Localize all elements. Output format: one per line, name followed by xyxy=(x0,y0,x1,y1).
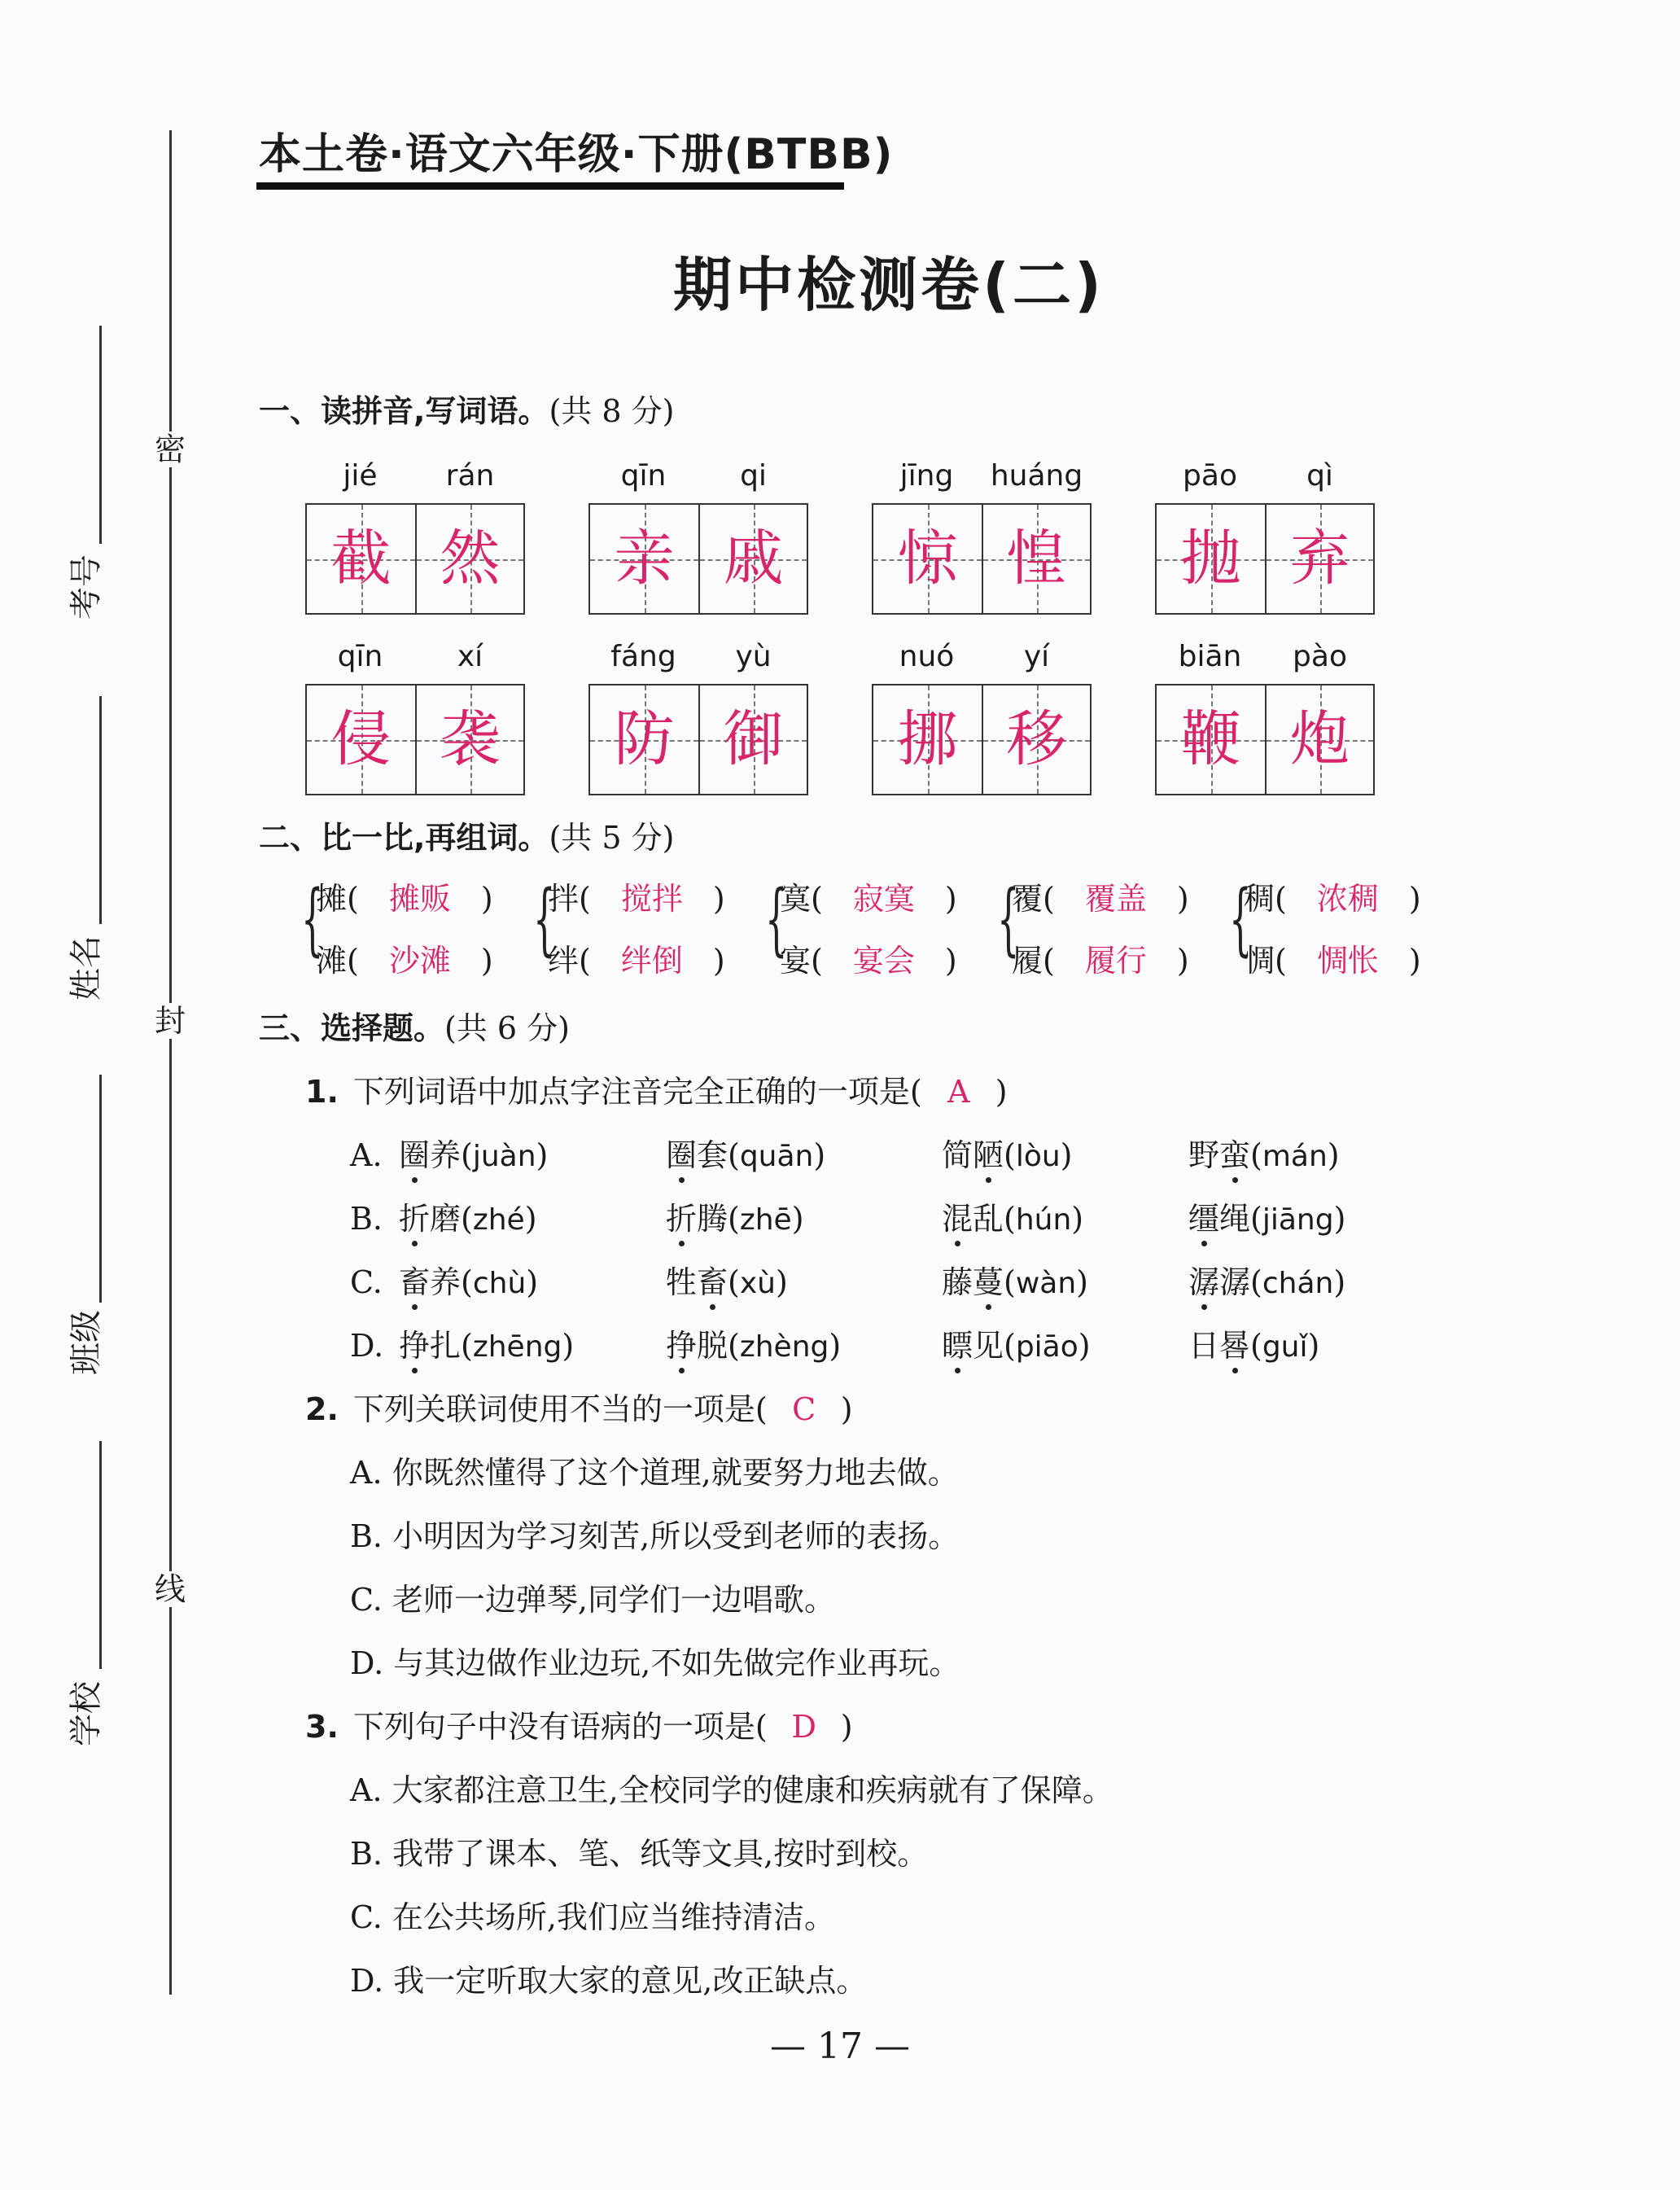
q1-option-item: 折腾(zhē) xyxy=(666,1201,804,1237)
answer-char: 惊 xyxy=(897,523,958,593)
pinyin: yù xyxy=(735,640,772,673)
word-box xyxy=(305,456,525,615)
answer-char: 挪 xyxy=(897,704,958,774)
answer-char: 御 xyxy=(723,704,784,774)
emphasis-dot xyxy=(955,1368,960,1373)
brand-underline xyxy=(256,182,844,190)
q2-option-b: B. 小明因为学习刻苦,所以受到老师的表扬。 xyxy=(350,1518,960,1554)
pinyin: fáng xyxy=(610,640,676,673)
class-label: 班级 xyxy=(68,1310,105,1375)
answer-char: 鞭 xyxy=(1180,704,1241,774)
compare-group: { 寞( 寂寞 ) 宴( 宴会 ) xyxy=(765,874,957,979)
answer-char: 截 xyxy=(330,523,392,593)
emphasis-dot xyxy=(1201,1304,1207,1310)
binding-line xyxy=(169,130,172,1995)
section3-heading: 三、选择题。(共 6 分) xyxy=(259,1010,571,1046)
question-2: 2. 下列关联词使用不当的一项是( C ) xyxy=(305,1389,853,1430)
emphasis-dot xyxy=(1232,1368,1238,1373)
pinyin: qīn xyxy=(620,459,667,493)
word-box xyxy=(305,637,525,795)
q1-option-item: 挣脱(zhèng) xyxy=(666,1328,842,1364)
q2-option-a: A. 你既然懂得了这个道理,就要努力地去做。 xyxy=(350,1455,959,1491)
emphasis-dot xyxy=(679,1368,685,1373)
pinyin: nuó xyxy=(899,640,955,673)
school-label: 学校 xyxy=(68,1681,105,1746)
q3-option-b: B. 我带了课本、笔、纸等文具,按时到校。 xyxy=(350,1836,929,1872)
q1-option-item: 瞟见(piāo) xyxy=(942,1328,1091,1364)
answer-char: 侵 xyxy=(330,704,392,774)
emphasis-dot xyxy=(412,1368,418,1373)
pinyin: qīn xyxy=(337,640,383,673)
question-1: 1. 下列词语中加点字注音完全正确的一项是( A ) xyxy=(305,1071,1008,1112)
q3-option-a: A. 大家都注意卫生,全校同学的健康和疾病就有了保障。 xyxy=(350,1772,1113,1808)
page-number: — 17 — xyxy=(770,2026,910,2067)
name-label: 姓名 xyxy=(68,935,105,1001)
answer-char: 移 xyxy=(1006,704,1067,774)
pinyin: pào xyxy=(1293,640,1347,673)
section2-heading: 二、比一比,再组词。(共 5 分) xyxy=(259,820,675,856)
word-box xyxy=(1155,637,1375,795)
q1-option-item: 藤蔓(wàn) xyxy=(942,1264,1088,1300)
pinyin: qi xyxy=(740,459,767,493)
brace-icon: { xyxy=(997,874,1020,965)
seal-char-mi: 密 xyxy=(155,431,186,467)
answer-word: 搅拌 xyxy=(620,881,683,917)
answer-letter: D xyxy=(791,1709,816,1745)
name-line[interactable] xyxy=(99,696,102,924)
q1-option-item: 折磨(zhé) xyxy=(399,1201,537,1237)
pinyin: xí xyxy=(457,640,483,673)
seal-char-feng: 封 xyxy=(155,1003,186,1039)
q1-option-item: 潺潺(chán) xyxy=(1188,1264,1346,1300)
answer-word: 寂寞 xyxy=(852,881,915,917)
compare-group: { 稠( 浓稠 ) 惆( 惆怅 ) xyxy=(1229,874,1421,979)
answer-char: 惶 xyxy=(1006,523,1067,593)
q2-option-c: C. 老师一边弹琴,同学们一边唱歌。 xyxy=(350,1582,835,1618)
emphasis-dot xyxy=(986,1177,991,1183)
q1-option-item: 圈套(quān) xyxy=(666,1137,826,1173)
compare-group: { 覆( 覆盖 ) 履( 履行 ) xyxy=(997,874,1189,979)
emphasis-dot xyxy=(986,1304,991,1310)
pinyin: biān xyxy=(1178,640,1242,673)
answer-word: 沙滩 xyxy=(388,943,451,979)
brace-icon: { xyxy=(533,874,556,965)
answer-word: 浓稠 xyxy=(1316,881,1379,917)
answer-char: 戚 xyxy=(723,523,784,593)
emphasis-dot xyxy=(412,1304,418,1310)
school-line[interactable] xyxy=(99,1441,102,1669)
word-box xyxy=(872,456,1092,615)
q1-option-item: 简陋(lòu) xyxy=(942,1137,1073,1173)
q1-option-item: 畜养(chù) xyxy=(399,1264,539,1300)
answer-word: 绊倒 xyxy=(620,943,683,979)
emphasis-dot xyxy=(710,1304,715,1310)
q1-option-letter: D. xyxy=(350,1328,384,1364)
emphasis-dot xyxy=(412,1241,418,1246)
q1-option-item: 日晷(guǐ) xyxy=(1188,1328,1320,1364)
brace-icon: { xyxy=(301,874,324,965)
pinyin: qì xyxy=(1306,459,1333,493)
series-brand: 本土卷·语文六年级·下册(BTBB) xyxy=(259,130,894,179)
answer-char: 炮 xyxy=(1289,704,1350,774)
answer-char: 防 xyxy=(614,704,675,774)
answer-word: 惆怅 xyxy=(1316,943,1379,979)
q1-option-item: 混乱(hún) xyxy=(942,1201,1084,1237)
q2-option-d: D. 与其边做作业边玩,不如先做完作业再玩。 xyxy=(350,1645,960,1681)
pinyin: yí xyxy=(1023,640,1050,673)
emphasis-dot xyxy=(1232,1177,1238,1183)
pinyin: jīng xyxy=(899,459,954,493)
q1-option-letter: B. xyxy=(350,1201,383,1237)
answer-char: 然 xyxy=(440,523,501,593)
q1-option-item: 圈养(juàn) xyxy=(399,1137,549,1173)
page-title: 期中检测卷(二) xyxy=(673,251,1105,319)
brace-icon: { xyxy=(1229,874,1252,965)
q1-option-item: 缰绳(jiāng) xyxy=(1188,1201,1346,1237)
answer-char: 亲 xyxy=(614,523,675,593)
exam-number-label: 考号 xyxy=(68,554,105,620)
question-3: 3. 下列句子中没有语病的一项是( D ) xyxy=(305,1706,853,1747)
emphasis-dot xyxy=(955,1241,960,1246)
answer-word: 履行 xyxy=(1084,943,1147,979)
answer-word: 摊贩 xyxy=(388,881,451,917)
emphasis-dot xyxy=(679,1241,685,1246)
word-box xyxy=(1155,456,1375,615)
word-box xyxy=(872,637,1092,795)
answer-word: 宴会 xyxy=(852,943,915,979)
emphasis-dot xyxy=(1201,1241,1207,1246)
seal-char-xian: 线 xyxy=(155,1571,186,1607)
q3-option-d: D. 我一定听取大家的意见,改正缺点。 xyxy=(350,1963,868,1999)
q1-option-letter: A. xyxy=(350,1137,383,1173)
compare-group: { 拌( 搅拌 ) 绊( 绊倒 ) xyxy=(533,874,725,979)
q1-option-item: 牲畜(xù) xyxy=(666,1264,788,1300)
emphasis-dot xyxy=(412,1177,418,1183)
q1-option-item: 挣扎(zhēng) xyxy=(399,1328,575,1364)
q1-option-letter: C. xyxy=(350,1264,383,1300)
answer-word: 覆盖 xyxy=(1084,881,1147,917)
q1-option-item: 野蛮(mán) xyxy=(1188,1137,1340,1173)
answer-char: 袭 xyxy=(440,704,501,774)
emphasis-dot xyxy=(679,1177,685,1183)
pinyin: rán xyxy=(445,459,495,493)
exam-number-line[interactable] xyxy=(99,326,102,544)
pinyin: jié xyxy=(343,459,378,493)
answer-char: 抛 xyxy=(1180,523,1241,593)
section1-heading: 一、读拼音,写词语。(共 8 分) xyxy=(259,393,675,429)
q3-option-c: C. 在公共场所,我们应当维持清洁。 xyxy=(350,1899,835,1935)
brace-icon: { xyxy=(765,874,788,965)
class-line[interactable] xyxy=(99,1075,102,1303)
answer-char: 弃 xyxy=(1289,523,1350,593)
answer-letter: A xyxy=(947,1074,970,1110)
pinyin: pāo xyxy=(1183,459,1237,493)
word-box xyxy=(588,637,808,795)
answer-letter: C xyxy=(792,1391,816,1427)
compare-group: { 摊( 摊贩 ) 滩( 沙滩 ) xyxy=(301,874,493,979)
word-box xyxy=(588,456,808,615)
pinyin: huáng xyxy=(990,459,1083,493)
